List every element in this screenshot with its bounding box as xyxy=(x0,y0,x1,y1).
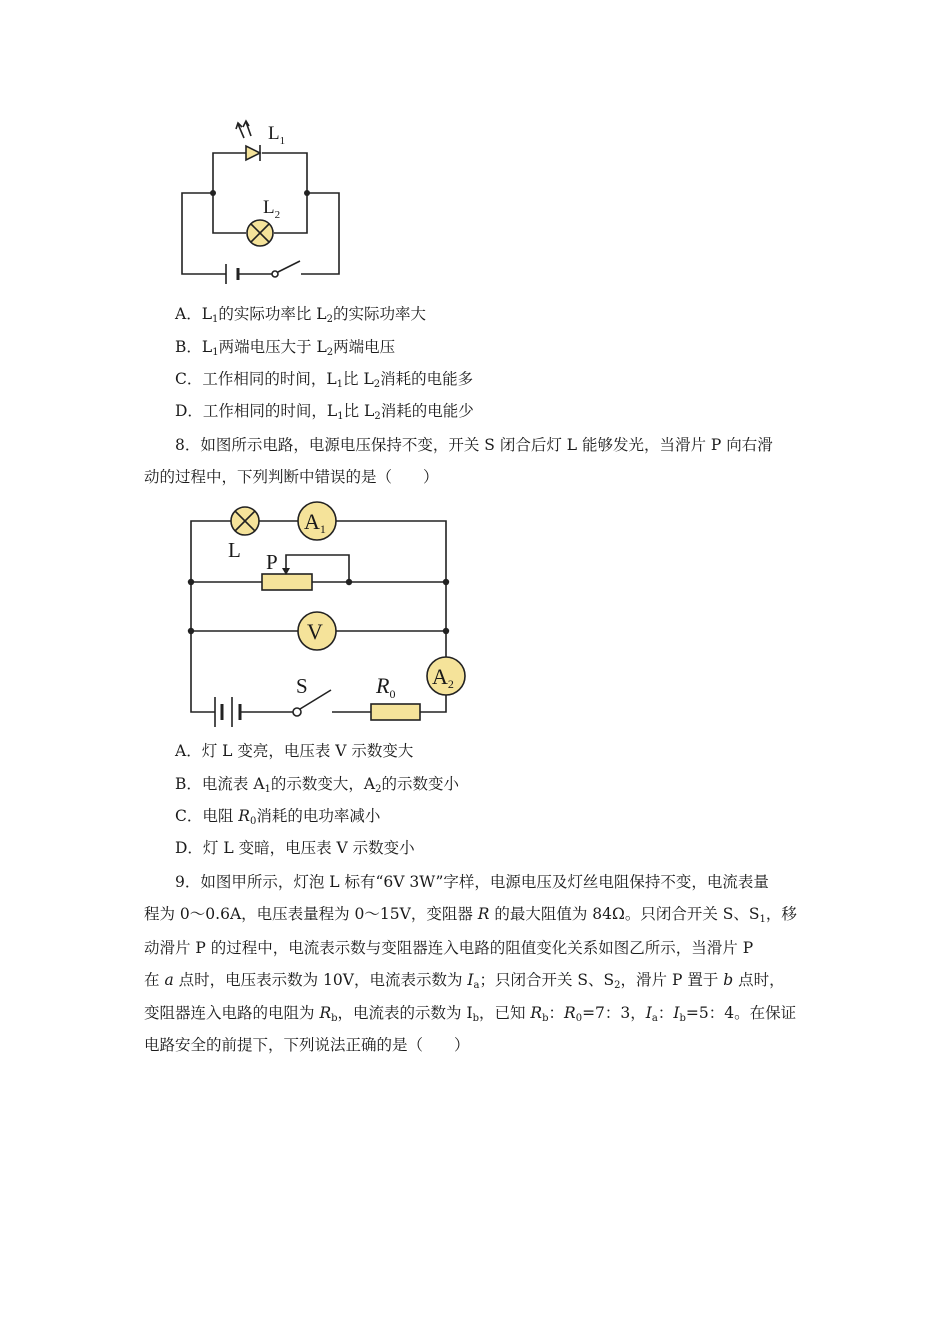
option-8-a: A．灯 L 变亮，电压表 V 示数变大 xyxy=(175,742,414,760)
svg-text:A1: A1 xyxy=(304,509,326,536)
voltmeter-V xyxy=(298,612,336,650)
option-7-a: A．$L_1$的实际功率比 $L_2$的实际功率大 xyxy=(175,305,426,325)
svg-text:V: V xyxy=(307,619,323,644)
ammeter-A1 xyxy=(298,502,336,540)
label-P: P xyxy=(266,550,278,574)
question-9-line-3: 动滑片 P 的过程中，电流表示数与变阻器连入电路的阻值变化关系如图乙所示，当滑片 P xyxy=(144,939,754,957)
question-9-line-2: 程为 0～0.6A，电压表量程为 0～15V，变阻器 R 的最大阻值为 84Ω。只闭合开关 S、$S_1$，移 xyxy=(144,905,797,925)
option-7-b: B．$L_1$两端电压大于 $L_2$两端电压 xyxy=(175,338,396,358)
question-8-line-1: 8．如图所示电路，电源电压保持不变，开关 S 闭合后灯 L 能够发光，当滑片 P 向右滑 xyxy=(175,436,773,454)
resistor-R0 xyxy=(371,704,420,720)
question-9-line-5: 变阻器连入电路的电阻为 $R_b$，电流表的示数为 $I_b$，已知 $R_b$：$R_0=7$：3，$I_a$：$I_b=5$：4。在保证 xyxy=(144,1004,797,1024)
wire xyxy=(191,521,231,582)
question-9-line-1: 9．如图甲所示，灯泡 L 标有“6V 3W”字样，电源电压及灯丝电阻保持不变，电流表量 xyxy=(175,873,769,891)
label-R0: $R_0$ xyxy=(376,673,396,701)
option-7-c: C．工作相同的时间，$L_1$比 $L_2$消耗的电能多 xyxy=(175,370,474,390)
label-L1: $L_1$ xyxy=(268,123,286,147)
label-S: S xyxy=(296,674,308,698)
question-9-line-6: 电路安全的前提下，下列说法正确的是（ ） xyxy=(144,1036,470,1054)
ammeter-A2 xyxy=(427,657,465,695)
question-9-line-4: 在 a 点时，电压表示数为 10V，电流表示数为 $I_a$；只闭合开关 S、$S_2$，滑片 P 置于 b 点时， xyxy=(144,971,785,991)
option-8-b: B．电流表 $A_1$的示数变大，$A_2$的示数变小 xyxy=(175,775,459,795)
svg-text:A2: A2 xyxy=(432,664,454,691)
label-L: L xyxy=(228,538,241,562)
option-7-d: D．工作相同的时间，$L_1$比 $L_2$消耗的电能少 xyxy=(175,402,474,422)
battery-symbol xyxy=(215,697,240,727)
question-8-line-2: 动的过程中，下列判断中错误的是（ ） xyxy=(144,468,439,486)
option-8-c: C．电阻 $R_0$消耗的电功率减小 xyxy=(175,807,381,827)
label-L2: $L_2$ xyxy=(263,197,281,221)
wire xyxy=(336,521,446,582)
option-8-d: D．灯 L 变暗，电压表 V 示数变小 xyxy=(175,839,415,857)
lamp-symbol-L xyxy=(231,507,259,535)
